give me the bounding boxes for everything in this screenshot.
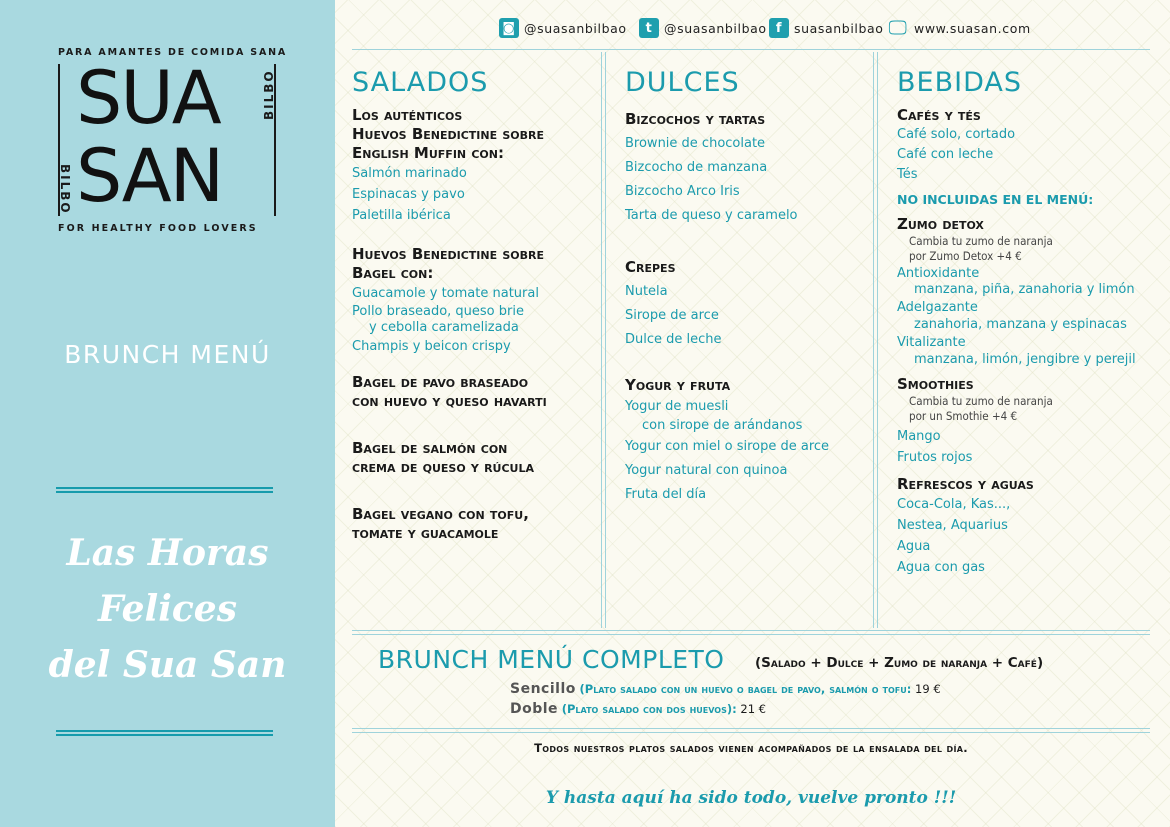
section-heading: Bagel de pavo braseado [352,373,529,391]
price-row-doble [510,701,766,717]
logo-side-left: BILBO [58,164,72,215]
menu-item: Nestea, Aquarius [897,518,1008,533]
logo [58,56,276,219]
menu-item: Mango [897,429,941,444]
menu-item: Bizcocho Arco Iris [625,184,740,199]
logo-word-san: SAN [76,134,223,219]
not-included-label: NO INCLUIDAS EN EL MENÚ: [897,192,1094,207]
logo-tagline-bottom: FOR HEALTHY FOOD LOVERS [58,223,258,234]
divider [352,728,1150,733]
menu-item: Salmón marinado [352,166,467,181]
section-heading: tomate y guacamole [352,524,499,542]
logo-word-sua: SUA [76,56,220,141]
social-label: @suasanbilbao [664,20,767,36]
sidebar-panel [0,0,335,827]
menu-item: Vitalizante [897,335,966,350]
section-heading: Yogur y fruta [625,376,731,394]
note: por un Smothie +4 € [909,409,1018,423]
divider [56,487,273,493]
section-heading: Bagel de salmón con [352,439,508,457]
menu-item: Adelgazante [897,300,978,315]
divider [352,630,1150,635]
note: Cambia tu zumo de naranja [909,394,1053,408]
menu-item: Antioxidante [897,266,980,281]
menu-item: Brownie de chocolate [625,136,766,151]
price-value: 19 € [915,682,941,696]
menu-item: Dulce de leche [625,332,722,347]
menu-item-detail: con sirope de arándanos [642,418,803,433]
social-label: suasanbilbao [794,20,884,36]
social-label: www.suasan.com [914,20,1031,36]
facebook-icon: f [769,18,789,38]
menu-item: Espinacas y pavo [352,187,465,202]
menu-item-detail: zanahoria, manzana y espinacas [914,317,1127,332]
section-heading: Bagel vegano con tofu, [352,505,529,523]
column-title: DULCES [625,67,740,98]
logo-side-right: BILBO [262,69,276,120]
section-heading: Zumo detox [897,215,984,233]
section-heading: Bagel con: [352,264,434,282]
column-dulces [625,68,870,507]
column-bebidas [897,68,1150,578]
menu-item: Fruta del día [625,487,707,502]
column-salados [352,68,597,543]
menu-item: Champis y beicon crispy [352,339,511,354]
price-option: Sencillo [510,681,576,697]
logo-tagline-top: PARA AMANTES DE COMIDA SANA [58,47,288,58]
menu-item: Pollo braseado, queso brie [352,304,524,319]
menu-item: Nutela [625,284,668,299]
instagram-icon: ◙ [499,18,519,38]
menu-item: Tarta de queso y caramelo [625,208,798,223]
note: Cambia tu zumo de naranja [909,234,1053,248]
price-description: (Plato salado con dos huevos): [561,702,737,716]
social-website[interactable] [887,18,1031,38]
menu-item: Agua [897,539,931,554]
section-heading: Bizcochos y tartas [625,110,766,128]
happy-hours-title [0,525,335,693]
column-title: BEBIDAS [897,67,1022,98]
happy-line-2: Felices [98,588,237,630]
social-instagram[interactable] [499,18,627,38]
section-heading: Los auténticos [352,106,463,124]
goodbye-message: Y hasta aquí ha sido todo, vuelve pronto !!! [545,788,957,808]
complete-menu-title: BRUNCH MENÚ COMPLETO [378,645,725,674]
menu-item: Yogur con miel o sirope de arce [625,439,830,454]
menu-item: Bizcocho de manzana [625,160,768,175]
menu-item-detail: y cebolla caramelizada [369,320,519,335]
column-divider [601,52,606,628]
menu-item: Guacamole y tomate natural [352,286,539,301]
price-description: (Plato salado con un huevo o bagel de pavo, salmón o tofu: [579,682,912,696]
social-label: @suasanbilbao [524,20,627,36]
price-option: Doble [510,701,559,717]
menu-item: Café con leche [897,147,994,162]
social-facebook[interactable] [769,18,884,38]
section-heading: Cafés y tés [897,106,981,124]
column-divider [873,52,878,628]
section-heading: English Muffin con: [352,144,504,162]
price-value: 21 € [740,702,766,716]
social-twitter[interactable] [639,18,767,38]
divider [56,730,273,736]
menu-item: Yogur natural con quinoa [625,463,788,478]
section-heading: crema de queso y rúcula [352,458,535,476]
column-title: SALADOS [352,67,489,98]
menu-item: Café solo, cortado [897,127,1016,142]
menu-item: Paletilla ibérica [352,208,451,223]
complete-menu-subtitle: (Salado + Dulce + Zumo de naranja + Café) [755,655,1044,671]
section-heading: Smoothies [897,375,974,393]
section-heading: Huevos Benedictine sobre [352,245,544,263]
menu-item: Agua con gas [897,560,985,575]
menu-item: Yogur de muesli [625,399,729,414]
happy-line-3: del Sua San [48,644,287,686]
twitter-icon: t [639,18,659,38]
menu-item-detail: manzana, limón, jengibre y perejil [914,352,1136,367]
happy-line-1: Las Horas [66,532,269,574]
section-heading: Huevos Benedictine sobre [352,125,544,143]
section-heading: Crepes [625,258,676,276]
menu-item: Sirope de arce [625,308,719,323]
section-heading: con huevo y queso havarti [352,392,547,410]
menu-item: Tés [897,167,918,182]
monitor-icon: 🖵 [888,17,908,39]
menu-item-detail: manzana, piña, zanahoria y limón [914,282,1135,297]
brunch-menu-label: BRUNCH MENÚ [64,340,271,369]
divider [352,49,1150,50]
section-heading: Refrescos y aguas [897,475,1034,493]
note: por Zumo Detox +4 € [909,249,1022,263]
menu-item: Frutos rojos [897,450,973,465]
footer-note: Todos nuestros platos salados vienen acompañados de la ensalada del día. [534,741,968,755]
menu-item: Coca-Cola, Kas..., [897,497,1011,512]
price-row-sencillo [510,681,941,697]
